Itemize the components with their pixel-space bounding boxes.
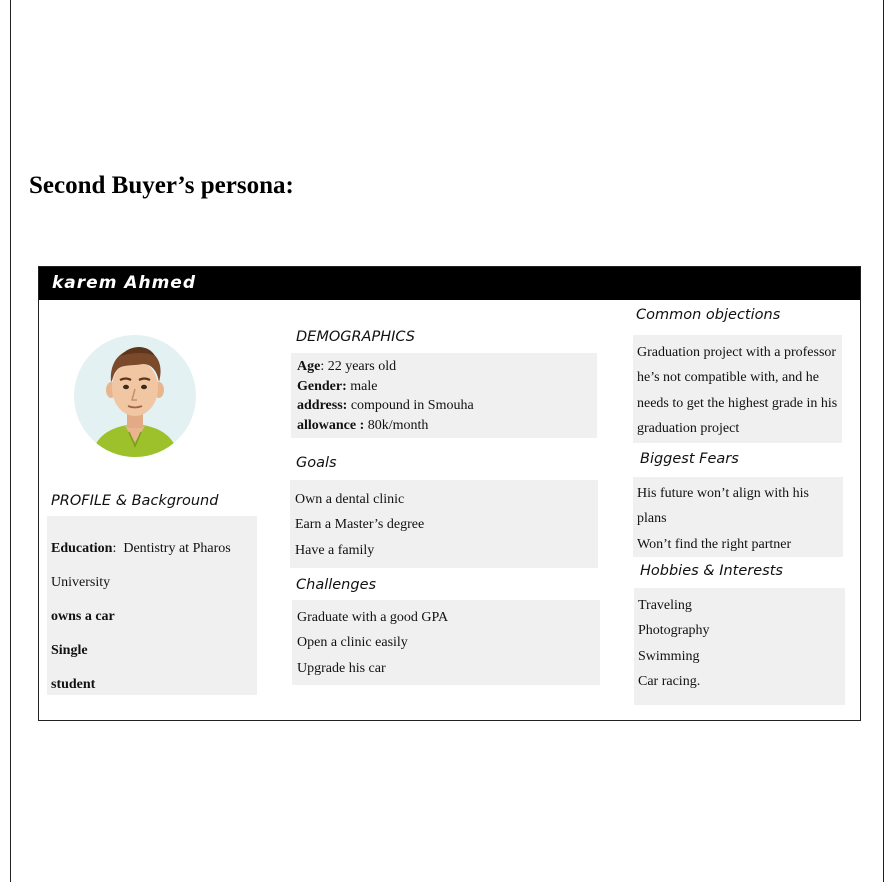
male-avatar-icon: [73, 334, 197, 458]
challenges-title: Challenges: [296, 577, 377, 593]
profile-title: PROFILE & Background: [51, 493, 219, 509]
list-item: Upgrade his car: [297, 660, 386, 676]
education-line: Education: Dentistry at Pharos: [51, 541, 231, 556]
list-item: Photography: [638, 623, 710, 639]
objections-title: Common objections: [636, 307, 781, 323]
objection-line: graduation project: [637, 420, 740, 436]
fear-line: Won’t find the right partner: [637, 536, 792, 552]
hobbies-title: Hobbies & Interests: [640, 563, 783, 579]
goals-title: Goals: [296, 455, 337, 471]
demographics-title: DEMOGRAPHICS: [296, 329, 416, 345]
objection-line: he’s not compatible with, and he: [637, 370, 819, 386]
goals-box: [290, 480, 598, 568]
list-item: Swimming: [638, 648, 700, 664]
fear-line: plans: [637, 511, 667, 527]
list-item: Earn a Master’s degree: [295, 517, 425, 533]
allowance-line: allowance : 80k/month: [297, 418, 429, 434]
document-heading: Second Buyer’s persona:: [29, 172, 294, 199]
status-line: Single: [51, 643, 88, 658]
objection-line: needs to get the highest grade in his: [637, 395, 838, 411]
fears-box: [633, 477, 843, 557]
list-item: Own a dental clinic: [295, 492, 405, 507]
education-cont: University: [51, 575, 111, 590]
fear-line: His future won’t align with his: [637, 486, 810, 501]
car-line: owns a car: [51, 609, 115, 624]
list-item: Car racing.: [638, 673, 701, 689]
role-line: student: [51, 677, 96, 692]
age-line: Age: 22 years old: [297, 359, 397, 374]
objection-line: Graduation project with a professor: [637, 345, 837, 360]
persona-card: [38, 266, 861, 721]
profile-box: [47, 516, 257, 695]
gender-line: Gender: male: [297, 378, 378, 394]
objections-box: [633, 335, 842, 443]
list-item: Traveling: [638, 598, 692, 613]
persona-name: karem Ahmed: [39, 267, 860, 300]
demographics-box: [291, 353, 597, 438]
fears-title: Biggest Fears: [640, 451, 739, 467]
challenges-box: [292, 600, 600, 685]
list-item: Open a clinic easily: [297, 635, 408, 651]
list-item: Graduate with a good GPA: [297, 610, 449, 625]
list-item: Have a family: [295, 542, 375, 558]
hobbies-box: [634, 588, 845, 705]
address-line: address: compound in Smouha: [297, 398, 474, 414]
